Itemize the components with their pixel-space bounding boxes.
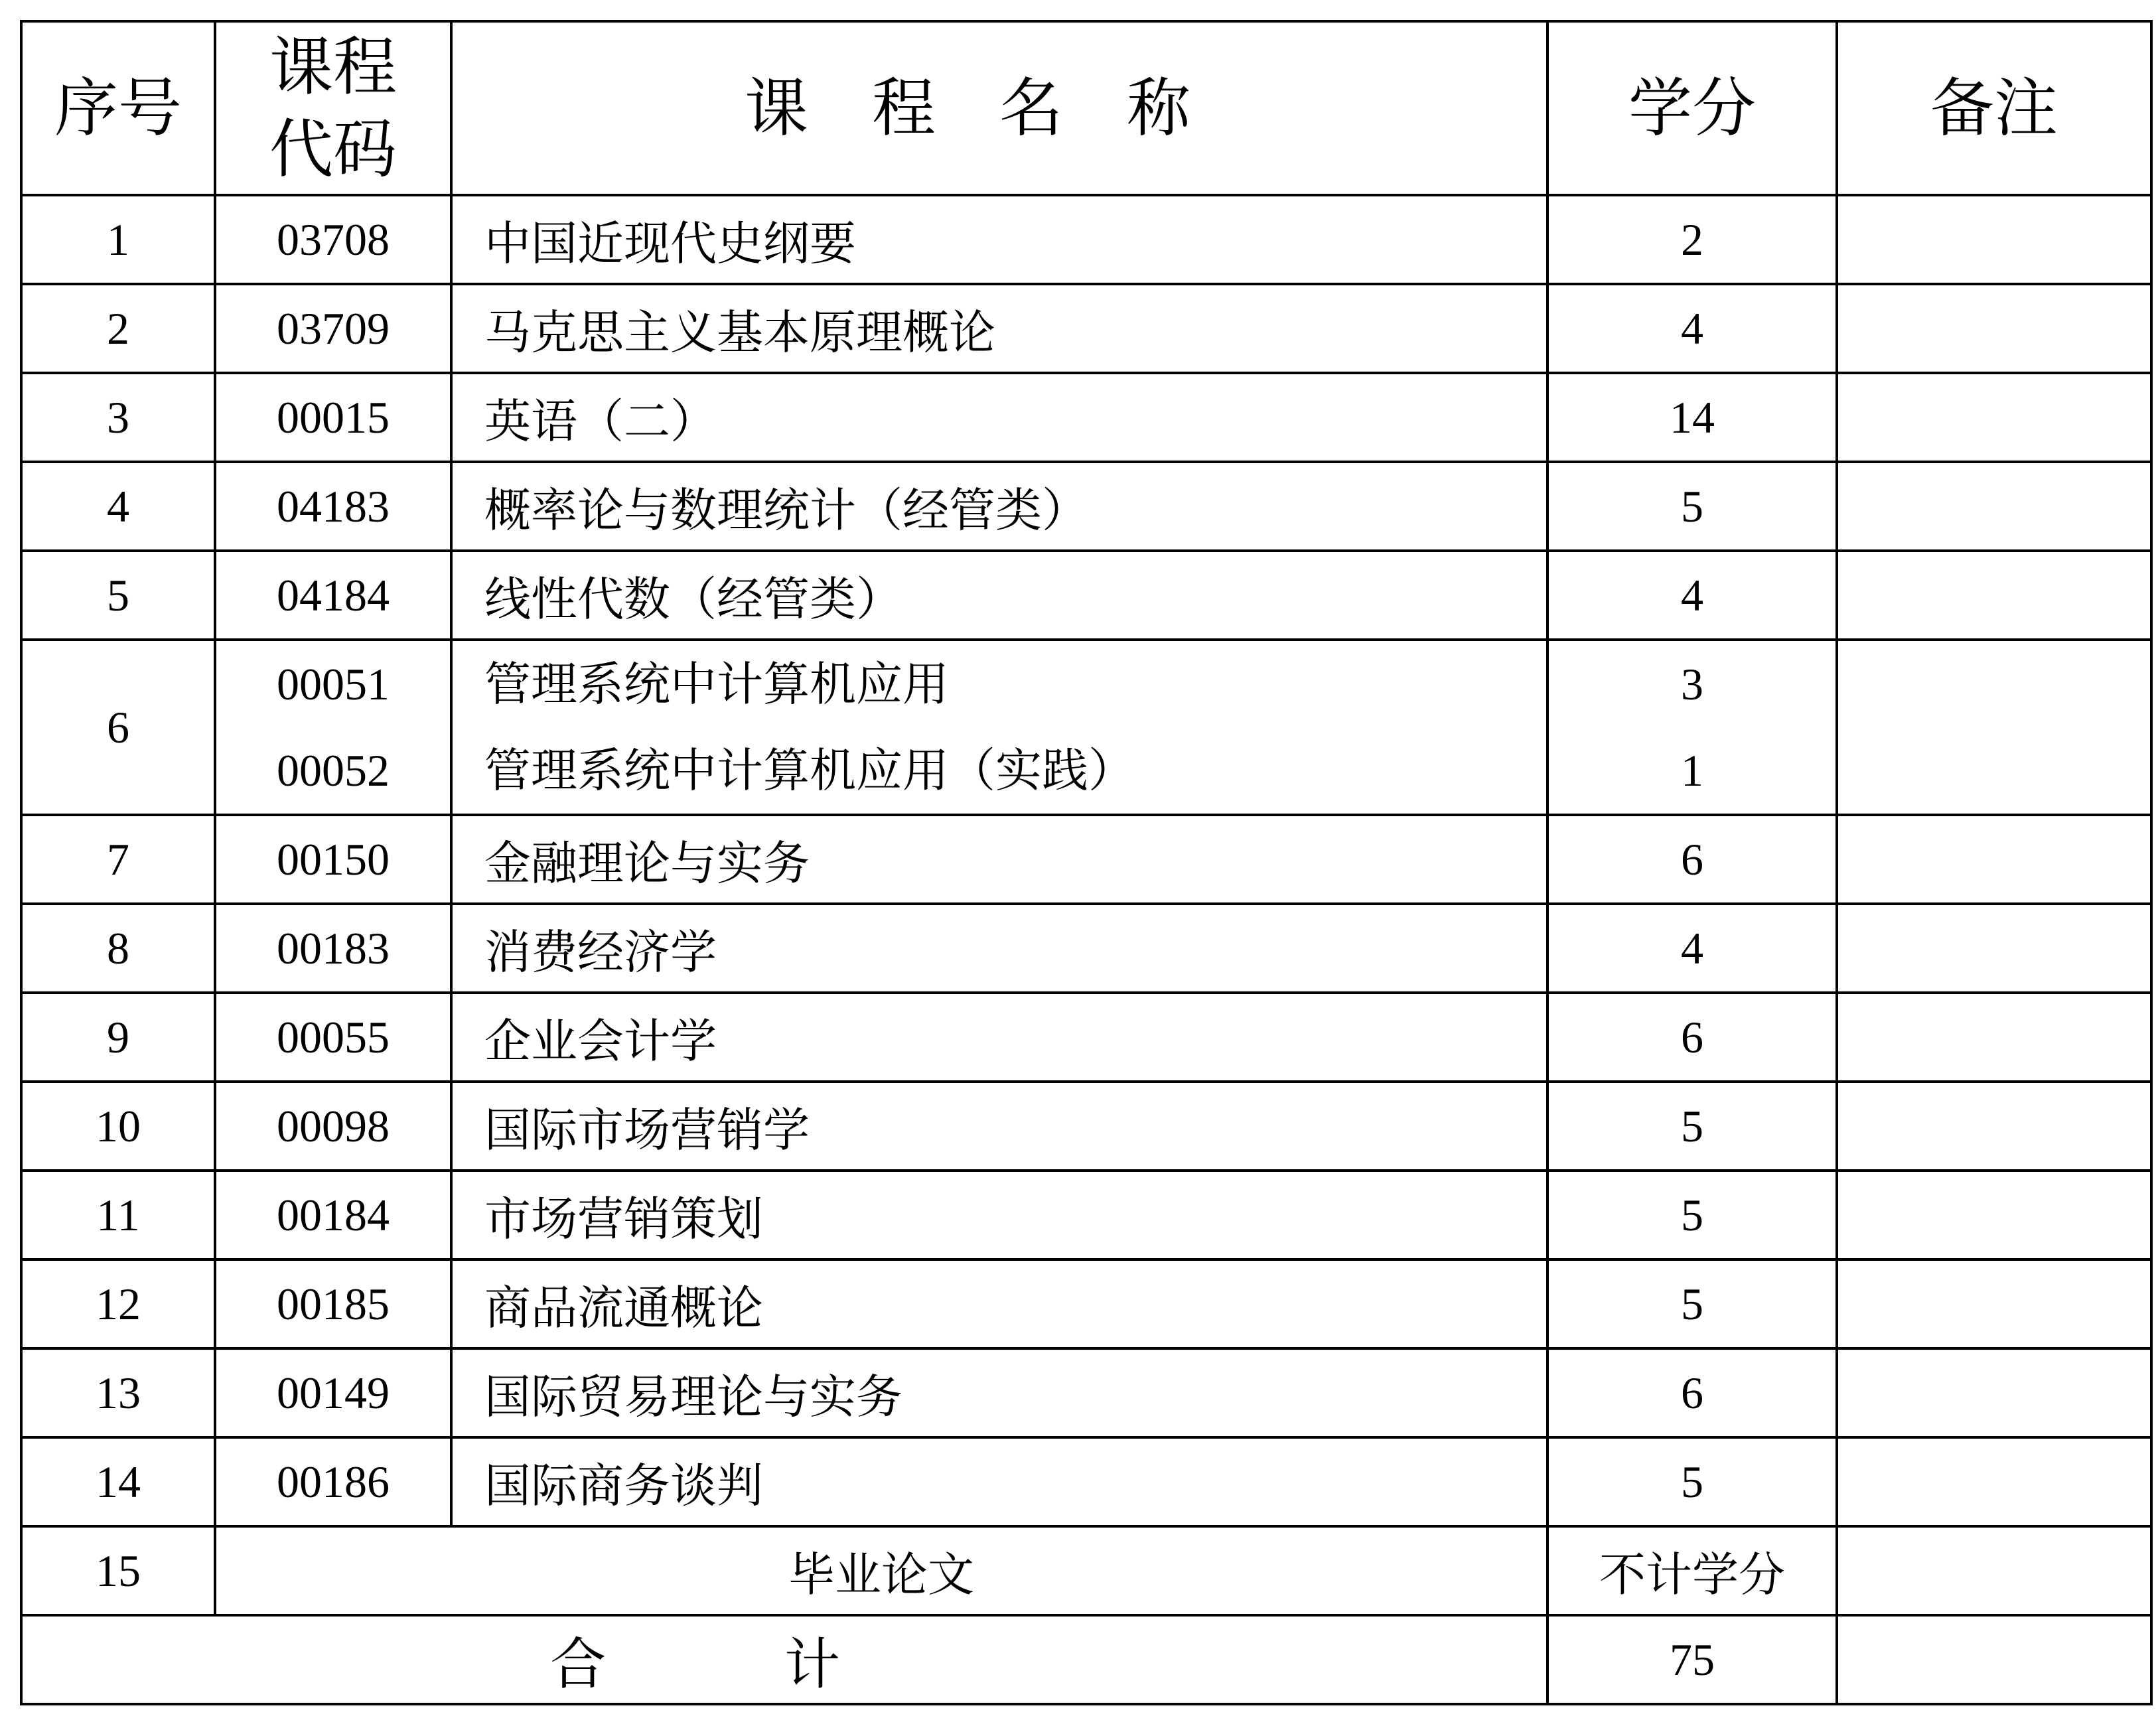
row-name: 消费经济学	[451, 904, 1547, 993]
total-label: 合计	[21, 1615, 1547, 1704]
row-code: 03709	[215, 284, 451, 373]
table-row	[21, 195, 2151, 284]
row-seq: 4	[21, 462, 215, 551]
table-row	[21, 1259, 2151, 1348]
row-seq: 14	[21, 1437, 215, 1526]
row-note	[1837, 1259, 2151, 1348]
total-credit: 75	[1547, 1615, 1837, 1704]
row-name: 商品流通概论	[451, 1259, 1547, 1348]
row-credit: 6	[1547, 815, 1837, 904]
table-row	[21, 551, 2151, 640]
row-seq: 7	[21, 815, 215, 904]
row-code-line: 00052	[277, 745, 390, 796]
row-seq: 5	[21, 551, 215, 640]
row-credit-line: 1	[1681, 745, 1703, 796]
row-code: 04183	[215, 462, 451, 551]
table-row-multi	[21, 640, 2151, 815]
row-name: 线性代数（经管类）	[451, 551, 1547, 640]
header-credit: 学分	[1547, 21, 1837, 195]
row-code	[215, 640, 451, 815]
row-name-line: 管理系统中计算机应用（实践）	[484, 743, 1135, 798]
thesis-row	[21, 1526, 2151, 1615]
row-name: 金融理论与实务	[451, 815, 1547, 904]
row-note	[1837, 462, 2151, 551]
row-seq: 3	[21, 373, 215, 462]
table-row	[21, 373, 2151, 462]
row-credit	[1547, 640, 1837, 815]
row-credit: 5	[1547, 1259, 1837, 1348]
row-name	[451, 640, 1547, 815]
row-code: 00183	[215, 904, 451, 993]
row-credit: 5	[1547, 462, 1837, 551]
row-code: 00098	[215, 1082, 451, 1171]
course-table	[20, 20, 2153, 1705]
table-row	[21, 1437, 2151, 1526]
table-row	[21, 1171, 2151, 1259]
row-name: 英语（二）	[451, 373, 1547, 462]
header-code-line2: 代码	[269, 112, 397, 186]
row-name-line: 管理系统中计算机应用	[484, 657, 949, 711]
row-name: 国际商务谈判	[451, 1437, 1547, 1526]
row-code: 00186	[215, 1437, 451, 1526]
row-credit: 5	[1547, 1171, 1837, 1259]
row-name: 国际贸易理论与实务	[451, 1348, 1547, 1437]
table-header	[21, 21, 2151, 195]
row-note	[1837, 993, 2151, 1082]
row-name: 概率论与数理统计（经管类）	[451, 462, 1547, 551]
table-body	[21, 195, 2151, 1704]
row-note	[1837, 195, 2151, 284]
row-note	[1837, 1171, 2151, 1259]
row-note	[1837, 551, 2151, 640]
row-note	[1837, 284, 2151, 373]
table-row	[21, 462, 2151, 551]
row-credit-line: 3	[1681, 659, 1703, 709]
row-credit: 14	[1547, 373, 1837, 462]
row-seq: 6	[21, 640, 215, 815]
row-code: 04184	[215, 551, 451, 640]
row-code: 00015	[215, 373, 451, 462]
header-code-line1: 课程	[269, 30, 397, 104]
header-name: 课程名称	[451, 21, 1547, 195]
row-code: 00185	[215, 1259, 451, 1348]
row-code: 00149	[215, 1348, 451, 1437]
table-row	[21, 1348, 2151, 1437]
row-code: 00055	[215, 993, 451, 1082]
row-credit: 4	[1547, 904, 1837, 993]
header-code	[215, 21, 451, 195]
row-name: 市场营销策划	[451, 1171, 1547, 1259]
row-credit: 4	[1547, 284, 1837, 373]
thesis-note	[1837, 1526, 2151, 1615]
row-note	[1837, 1437, 2151, 1526]
thesis-name: 毕业论文	[215, 1526, 1547, 1615]
row-seq: 1	[21, 195, 215, 284]
table-row	[21, 993, 2151, 1082]
row-note	[1837, 815, 2151, 904]
row-seq: 10	[21, 1082, 215, 1171]
row-name: 国际市场营销学	[451, 1082, 1547, 1171]
row-credit: 2	[1547, 195, 1837, 284]
row-code: 00150	[215, 815, 451, 904]
header-note: 备注	[1837, 21, 2151, 195]
row-seq: 12	[21, 1259, 215, 1348]
row-seq: 13	[21, 1348, 215, 1437]
table-row	[21, 815, 2151, 904]
row-code: 00184	[215, 1171, 451, 1259]
row-seq: 11	[21, 1171, 215, 1259]
header-row	[21, 21, 2151, 195]
thesis-credit: 不计学分	[1547, 1526, 1837, 1615]
row-note	[1837, 640, 2151, 815]
row-seq: 2	[21, 284, 215, 373]
row-seq: 8	[21, 904, 215, 993]
row-note	[1837, 373, 2151, 462]
row-credit: 4	[1547, 551, 1837, 640]
row-note	[1837, 1348, 2151, 1437]
row-name: 马克思主义基本原理概论	[451, 284, 1547, 373]
row-name: 中国近现代史纲要	[451, 195, 1547, 284]
row-credit: 5	[1547, 1437, 1837, 1526]
row-code-line: 00051	[277, 659, 390, 709]
row-seq: 9	[21, 993, 215, 1082]
total-note	[1837, 1615, 2151, 1704]
row-credit: 6	[1547, 1348, 1837, 1437]
table-row	[21, 1082, 2151, 1171]
row-credit: 6	[1547, 993, 1837, 1082]
table-row	[21, 904, 2151, 993]
row-name: 企业会计学	[451, 993, 1547, 1082]
header-seq: 序号	[21, 21, 215, 195]
row-note	[1837, 904, 2151, 993]
thesis-seq: 15	[21, 1526, 215, 1615]
total-row	[21, 1615, 2151, 1704]
row-code: 03708	[215, 195, 451, 284]
table-row	[21, 284, 2151, 373]
row-note	[1837, 1082, 2151, 1171]
row-credit: 5	[1547, 1082, 1837, 1171]
